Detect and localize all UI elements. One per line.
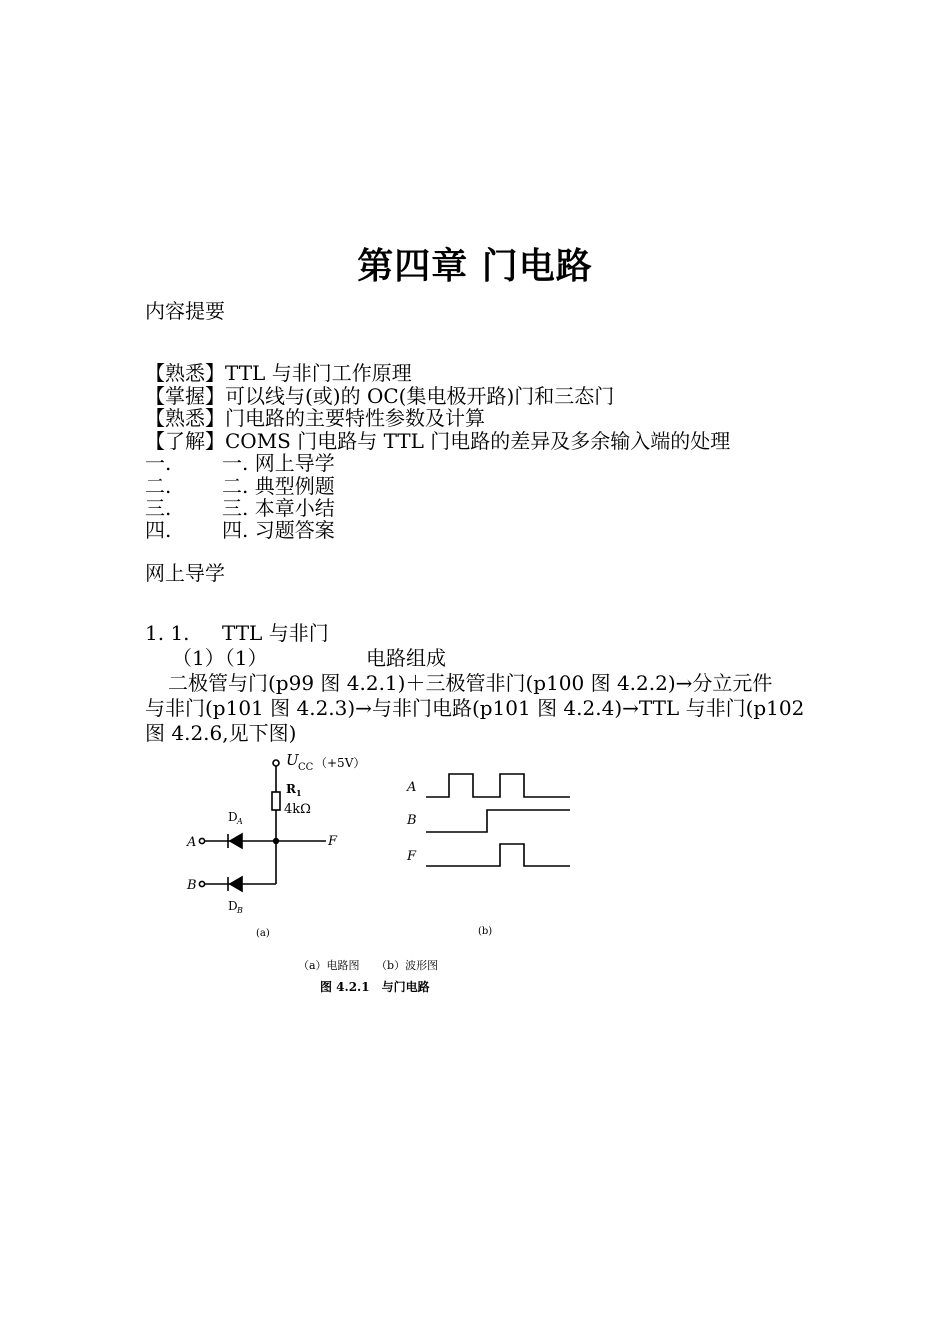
figure-subcaption: （a）电路图 （b）波形图 [298,959,439,972]
outline-number: 二. [145,474,172,498]
subfigure-b-label: (b) [478,926,493,937]
outline-item: 二. 典型例题 [222,474,335,498]
diode-b-icon [230,877,242,891]
subsection-number: 1. 1. [145,621,190,645]
vcc-terminal [273,760,279,766]
objective-item: 【熟悉】TTL 与非门工作原理 [145,361,412,385]
wave-b-label: B [407,813,417,828]
outline-number: 一. [145,451,172,475]
summary-heading: 内容提要 [145,299,225,323]
resistor-subscript: 1 [296,788,302,798]
input-b-label: B [187,878,197,893]
figure-caption: 图 4.2.1 与门电路 [320,980,430,994]
input-b-terminal [199,881,204,886]
outline-number: 三. [145,496,172,520]
paragraph-line: 图 4.2.6,见下图) [145,721,297,745]
waveform-f [426,844,570,866]
resistor-label: R [286,782,296,796]
vcc-subscript: CC [298,762,314,773]
circuit-diagram [199,760,326,891]
and-gate-figure-svg [160,748,580,1000]
page-title: 第四章 门电路 [357,245,593,287]
paragraph-line: 与非门(p101 图 4.2.3)→与非门电路(p101 图 4.2.4)→TTL 与非门(p102 [145,696,805,720]
vcc-value: （+5V） [315,756,366,770]
subfigure-a-label: (a) [256,928,270,939]
wave-a-label: A [407,780,417,795]
subsection-title: TTL 与非门 [222,621,329,645]
objective-item: 【掌握】可以线与(或)的 OC(集电极开路)门和三态门 [145,384,615,408]
output-f-label: F [328,834,338,849]
item-number: （1）（1） [172,646,268,670]
input-a-terminal [199,838,204,843]
diode-a-icon [230,834,242,848]
outline-item: 四. 习题答案 [222,518,335,542]
waveform-diagram [426,774,570,866]
item-title: 电路组成 [366,646,446,670]
diode-b-subscript: B [237,906,243,915]
resistor-value: 4kΩ [284,802,311,817]
objective-item: 【了解】COMS 门电路与 TTL 门电路的差异及多余输入端的处理 [145,429,731,453]
waveform-a [426,774,570,797]
waveform-b [426,810,570,832]
objective-item: 【熟悉】门电路的主要特性参数及计算 [145,406,485,430]
vcc-label: U [286,751,299,769]
paragraph-line: 二极管与门(p99 图 4.2.1)＋三极管非门(p100 图 4.2.2)→分立元件 [168,671,773,695]
outline-item: 一. 网上导学 [222,451,335,475]
and-gate-figure [160,748,580,1000]
input-a-label: A [187,835,197,850]
diode-b-label: D [228,899,238,913]
outline-item: 三. 本章小结 [222,496,335,520]
diode-a-label: D [228,810,238,824]
diode-a-subscript: A [237,817,243,826]
wave-f-label: F [407,849,417,864]
resistor-r1 [272,792,280,810]
section-heading: 网上导学 [145,561,225,585]
outline-number: 四. [145,518,172,542]
